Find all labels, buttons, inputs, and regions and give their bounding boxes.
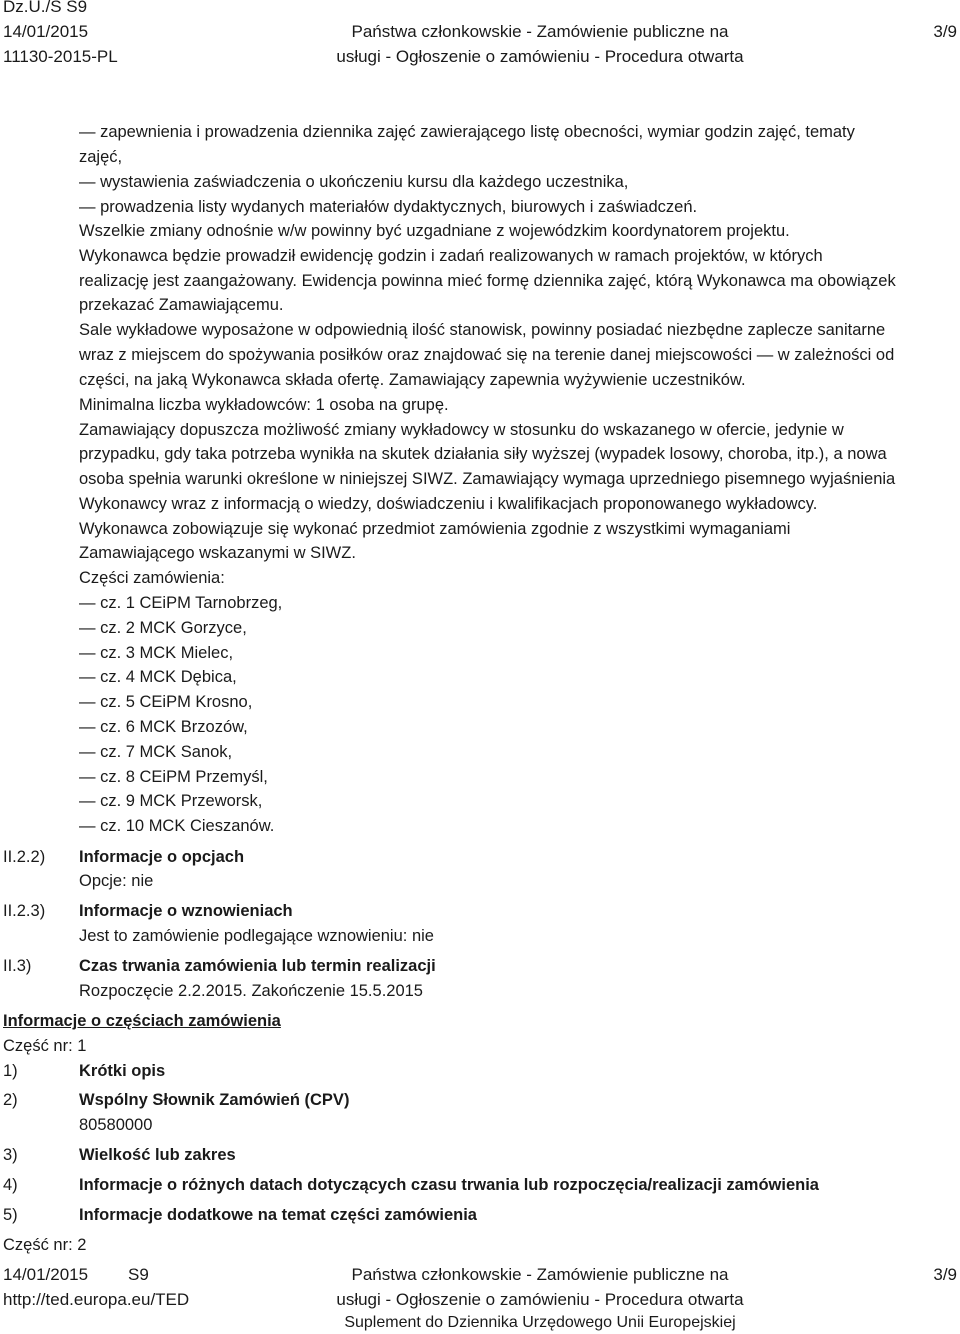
list-item: — cz. 4 MCK Dębica, bbox=[79, 668, 237, 686]
header-title-line2: usługi - Ogłoszenie o zamówieniu - Procedura otwarta bbox=[336, 47, 744, 66]
item-number: 3) bbox=[3, 1146, 18, 1164]
body-line: Minimalna liczba wykładowców: 1 osoba na grupę. bbox=[79, 396, 449, 414]
list-item: — cz. 8 CEiPM Przemyśl, bbox=[79, 768, 268, 786]
item-number: 2) bbox=[3, 1091, 18, 1109]
section-number: II.2.3) bbox=[3, 902, 46, 920]
item-title: Krótki opis bbox=[79, 1062, 166, 1080]
body-line: Zamawiającego wskazanymi w SIWZ. bbox=[79, 544, 356, 562]
footer-url[interactable]: http://ted.europa.eu/TED bbox=[3, 1290, 190, 1309]
cpv-code: 80580000 bbox=[79, 1116, 153, 1134]
body-line: przypadku, gdy taka potrzeba wynikła na skutek działania siły wyższej (wypadek losowy, choroba, itp.), a nowa bbox=[79, 445, 887, 463]
body-line: — wystawienia zaświadczenia o ukończeniu kursu dla każdego uczestnika, bbox=[79, 173, 629, 191]
item-number: 1) bbox=[3, 1062, 18, 1080]
body-line: Zamawiający dopuszcza możliwość zmiany wykładowcy w stosunku do wskazanego w ofercie, jedynie w bbox=[79, 421, 844, 439]
body-line: wraz z miejscem do spożywania posiłków oraz znajdować się na terenie danej miejscowości — w zależności od bbox=[79, 346, 895, 364]
section-text: Jest to zamówienie podlegające wznowieniu: nie bbox=[79, 927, 434, 945]
section-title: Informacje o opcjach bbox=[79, 848, 245, 866]
parts-heading: Informacje o częściach zamówienia bbox=[3, 1012, 281, 1030]
list-item: — cz. 6 MCK Brzozów, bbox=[79, 718, 248, 736]
list-item: — cz. 1 CEiPM Tarnobrzeg, bbox=[79, 594, 283, 612]
body-line: Wykonawcy wraz z informacją o wiedzy, doświadczeniu i kwalifikacjach proponowanego wykładowcy. bbox=[79, 495, 818, 513]
item-number: 5) bbox=[3, 1206, 18, 1224]
footer-title-line1: Państwa członkowskie - Zamówienie publiczne na bbox=[351, 1265, 729, 1284]
part-number: Część nr: 1 bbox=[3, 1037, 87, 1055]
body-line: osoba spełnia warunki określone w niniejszej SIWZ. Zamawiający wymaga uprzedniego pisemnego wyjaśnienia bbox=[79, 470, 896, 488]
header-title-line1: Państwa członkowskie - Zamówienie publiczne na bbox=[351, 22, 729, 41]
item-number: 4) bbox=[3, 1176, 18, 1194]
footer-series: S9 bbox=[128, 1265, 149, 1284]
body-line: Wykonawca zobowiązuje się wykonać przedmiot zamówienia zgodnie z wszystkimi wymaganiami bbox=[79, 520, 791, 538]
list-item: — cz. 10 MCK Cieszanów. bbox=[79, 817, 275, 835]
body-line: — zapewnienia i prowadzenia dziennika zajęć zawierającego listę obecności, wymiar godzin zajęć, tematy bbox=[79, 123, 855, 141]
body-line: Wykonawca będzie prowadził ewidencję godzin i zadań realizowanych w ramach projektów, w których bbox=[79, 247, 823, 265]
footer-title-line3: Suplement do Dziennika Urzędowego Unii Europejskiej bbox=[344, 1314, 736, 1331]
section-title: Informacje o wznowieniach bbox=[79, 902, 293, 920]
body-line: Części zamówienia: bbox=[79, 569, 225, 587]
section-title: Czas trwania zamówienia lub termin realizacji bbox=[79, 957, 436, 975]
item-title: Wspólny Słownik Zamówień (CPV) bbox=[79, 1091, 350, 1109]
section-number: II.3) bbox=[3, 957, 32, 975]
section-number: II.2.2) bbox=[3, 848, 46, 866]
body-line: zajęć, bbox=[79, 148, 123, 166]
list-item: — cz. 5 CEiPM Krosno, bbox=[79, 693, 253, 711]
section-text: Rozpoczęcie 2.2.2015. Zakończenie 15.5.2015 bbox=[79, 982, 423, 1000]
list-item: — cz. 9 MCK Przeworsk, bbox=[79, 792, 263, 810]
footer-title-line2: usługi - Ogłoszenie o zamówieniu - Procedura otwarta bbox=[336, 1290, 744, 1309]
body-line: części, na jaką Wykonawca składa ofertę. Zamawiający zapewnia wyżywienie uczestników. bbox=[79, 371, 746, 389]
header-page: 3/9 bbox=[933, 22, 957, 41]
part-number: Część nr: 2 bbox=[3, 1236, 87, 1254]
body-line: — prowadzenia listy wydanych materiałów dydaktycznych, biurowych i zaświadczeń. bbox=[79, 198, 698, 216]
list-item: — cz. 7 MCK Sanok, bbox=[79, 743, 233, 761]
footer-date: 14/01/2015 bbox=[3, 1265, 89, 1284]
body-line: przekazać Zamawiającemu. bbox=[79, 296, 284, 314]
item-title: Informacje dodatkowe na temat części zamówienia bbox=[79, 1206, 477, 1224]
list-item: — cz. 2 MCK Gorzyce, bbox=[79, 619, 247, 637]
item-title: Informacje o różnych datach dotyczących czasu trwania lub rozpoczęcia/realizacji zamówienia bbox=[79, 1176, 819, 1194]
body-line: Wszelkie zmiany odnośnie w/w powinny być uzgadniane z wojewódzkim koordynatorem projektu. bbox=[79, 222, 790, 240]
body-line: realizację jest zaangażowany. Ewidencja powinna mieć formę dziennika zajęć, którą Wykonawca ma obowiązek bbox=[79, 272, 896, 290]
section-text: Opcje: nie bbox=[79, 872, 154, 890]
header-date: 14/01/2015 bbox=[3, 22, 89, 41]
header-doc-id: 11130-2015-PL bbox=[3, 47, 118, 66]
footer-page: 3/9 bbox=[933, 1265, 957, 1284]
item-title: Wielkość lub zakres bbox=[79, 1146, 236, 1164]
list-item: — cz. 3 MCK Mielec, bbox=[79, 644, 234, 662]
journal-ref: Dz.U./S S9 bbox=[3, 0, 88, 16]
body-line: Sale wykładowe wyposażone w odpowiednią ilość stanowisk, powinny posiadać niezbędne zaplecze sanitarne bbox=[79, 321, 886, 339]
